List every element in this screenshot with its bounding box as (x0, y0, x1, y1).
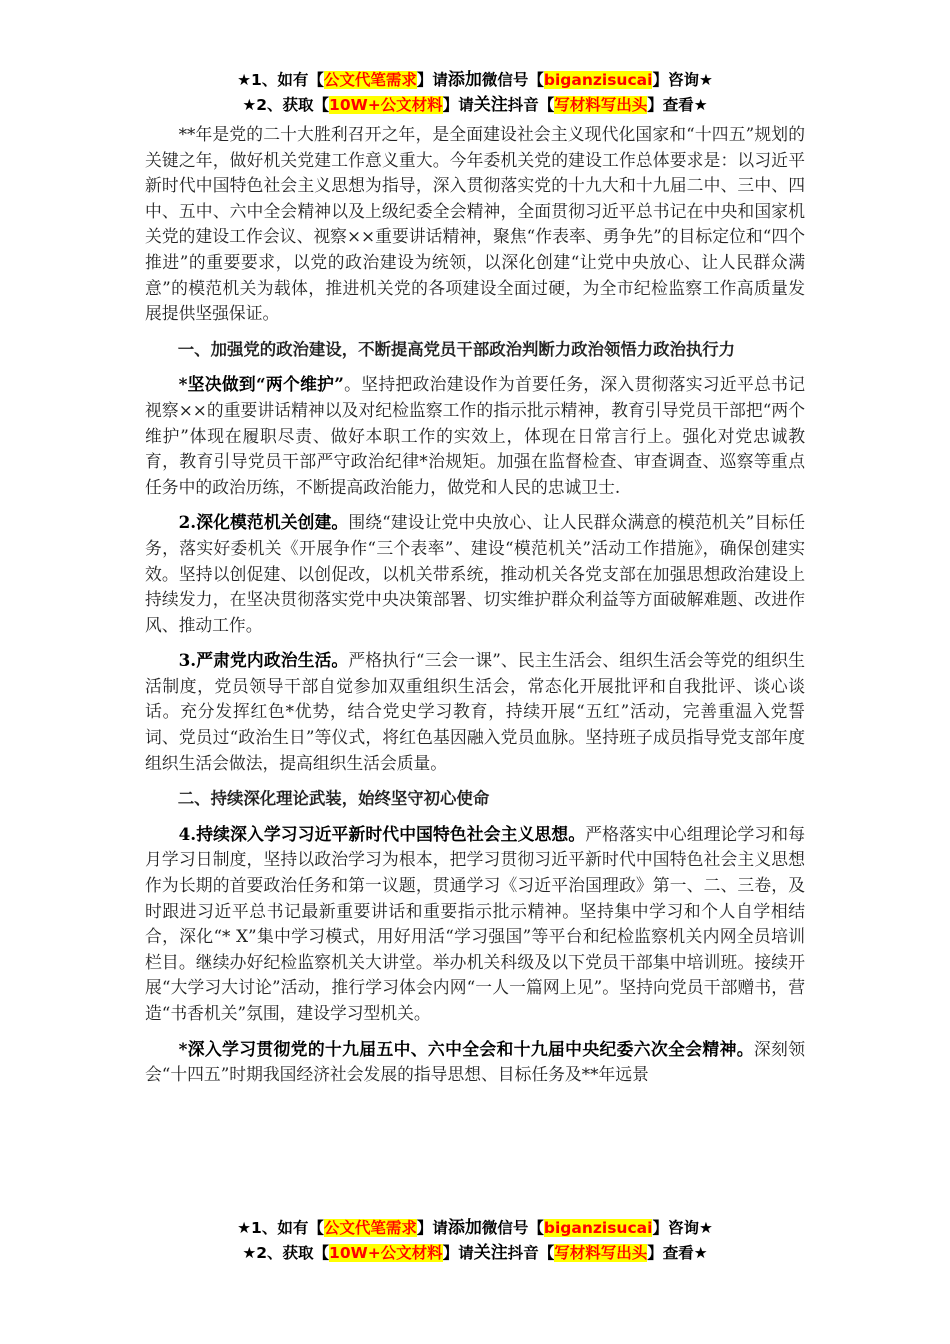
paragraph-5-title: *深入学习贯彻党的十九届五中、六中全会和十九届中央纪委六次全会精神。 (178, 1038, 754, 1059)
highlight-douyin-name-bottom: 写材料写出头 (554, 1244, 648, 1262)
highlight-wechat-id: biganzisucai (543, 71, 653, 89)
paragraph-4: 4.持续深入学习习近平新时代中国特色社会主义思想。严格落实中心组理论学习和每月学习日制度，坚持以政治学习为根本，把学习贯彻习近平新时代中国特色社会主义思想作为长期的首要政治任务和第一议题，贯通学习《习近平治国理政》第一、二、三卷，及时跟进习近平总书记最新重要讲话和重要指示批示精神。坚持集中学习和个人自学相结合，深化“* X”集中学习模式，用好用活“学习强国”等平台和纪检监察机关内网全员培训栏目。继续办好纪检监察机关大讲堂。举办机关科级及以下党员干部集中培训班。接续开展“大学习大讨论”活动，推行学习体会内网“一人一篇网上见”。坚持向党员干部赠书，营造“书香机关”氛围，建设学习型机关。 (145, 823, 805, 1023)
highlight-materials: 10W+公文材料 (329, 96, 443, 114)
highlight-douyin-name: 写材料写出头 (554, 96, 648, 114)
highlight-service-bottom: 公文代笔需求 (323, 1219, 417, 1237)
paragraph-1: *坚决做到“两个维护”。坚持把政治建设作为首要任务，深入贯彻落实习近平总书记视察××的重要讲话精神以及对纪检监察工作的指示批示精神，教育引导党员干部把“两个维护”体现在履职尽责、做好本职工作的实效上，体现在日常言行上。强化对党忠诚教育，教育引导党员干部严守政治纪律*治规矩。加强在监督检查、审查调查、巡察等重点任务中的政治历练，不断提高政治能力，做党和人民的忠诚卫士. (145, 374, 805, 497)
section-heading-2: 二、持续深化理论武装，始终坚守初心使命 (177, 789, 490, 809)
paragraph-3-title: 3.严肃党内政治生活。 (178, 650, 349, 671)
banner-line-2-bottom: ★2、获取【10W+公文材料】请关注抖音【写材料写出头】查看★ (242, 1243, 708, 1263)
banner-line-1: ★1、如有【公文代笔需求】请添加微信号【biganzisucai】咨询★ (237, 70, 713, 90)
intro-paragraph: **年是党的二十大胜利召开之年，是全面建设社会主义现代化国家和“十四五”规划的关键之年，做好机关党建工作意义重大。今年委机关党的建设工作总体要求是：以习近平新时代中国特色社会主义思想为指导，深入贯彻落实党的十九大和十九届二中、三中、四中、五中、六中全会精神以及上级纪委全会精神，全面贯彻习近平总书记在中央和国家机关党的建设工作会议、视察××重要讲话精神，聚焦“作表率、勇争先”的目标定位和“四个推进”的重要要求，以党的政治建设为统领，以深化创建“让党中央放心、让人民群众满意”的模范机关为载体，推进机关党的各项建设全面过硬，为全市纪检监察工作高质量发展提供坚强保证。 (145, 124, 805, 324)
highlight-materials-bottom: 10W+公文材料 (329, 1244, 443, 1262)
document-body (145, 122, 805, 1088)
paragraph-5: *深入学习贯彻党的十九届五中、六中全会和十九届中央纪委六次全会精神。深刻领会“十四五”时期我国经济社会发展的指导思想、目标任务及**年远景 (145, 1038, 805, 1085)
paragraph-1-title: *坚决做到“两个维护” (178, 374, 344, 395)
highlight-service: 公文代笔需求 (323, 71, 417, 89)
paragraph-3: 3.严肃党内政治生活。严格执行“三会一课”、民主生活会、组织生活会等党的组织生活制度，党员领导干部自觉参加双重组织生活会，常态化开展批评和自我批评、谈心谈话。充分发挥红色*优势，结合党史学习教育，持续开展“五红”活动，完善重温入党誓词、党员过“政治生日”等仪式，将红色基因融入党员血脉。坚持班子成员指导党支部年度组织生活会做法，提高组织生活会质量。 (145, 650, 805, 773)
section-heading-1: 一、加强党的政治建设，不断提高党员干部政治判断力政治领悟力政治执行力 (177, 339, 736, 359)
paragraph-2-title: 2.深化模范机关创建。 (178, 512, 349, 533)
bottom-banner (145, 1216, 805, 1266)
paragraph-2: 2.深化模范机关创建。围绕“建设让党中央放心、让人民群众满意的模范机关”目标任务，落实好委机关《开展争作“三个表率”、建设“模范机关”活动工作措施》，确保创建实效。坚持以创促建、以创促改，以机关带系统，推动机关各党支部在加强思想政治建设上持续发力，在坚决贯彻落实党中央决策部署、切实维护群众利益等方面破解难题、改进作风、推动工作。 (145, 512, 805, 635)
banner-line-1-bottom: ★1、如有【公文代笔需求】请添加微信号【biganzisucai】咨询★ (237, 1218, 713, 1238)
paragraph-4-title: 4.持续深入学习习近平新时代中国特色社会主义思想。 (178, 823, 586, 844)
highlight-wechat-id-bottom: biganzisucai (543, 1219, 653, 1237)
top-banner (145, 68, 805, 118)
banner-line-2: ★2、获取【10W+公文材料】请关注抖音【写材料写出头】查看★ (242, 95, 708, 115)
